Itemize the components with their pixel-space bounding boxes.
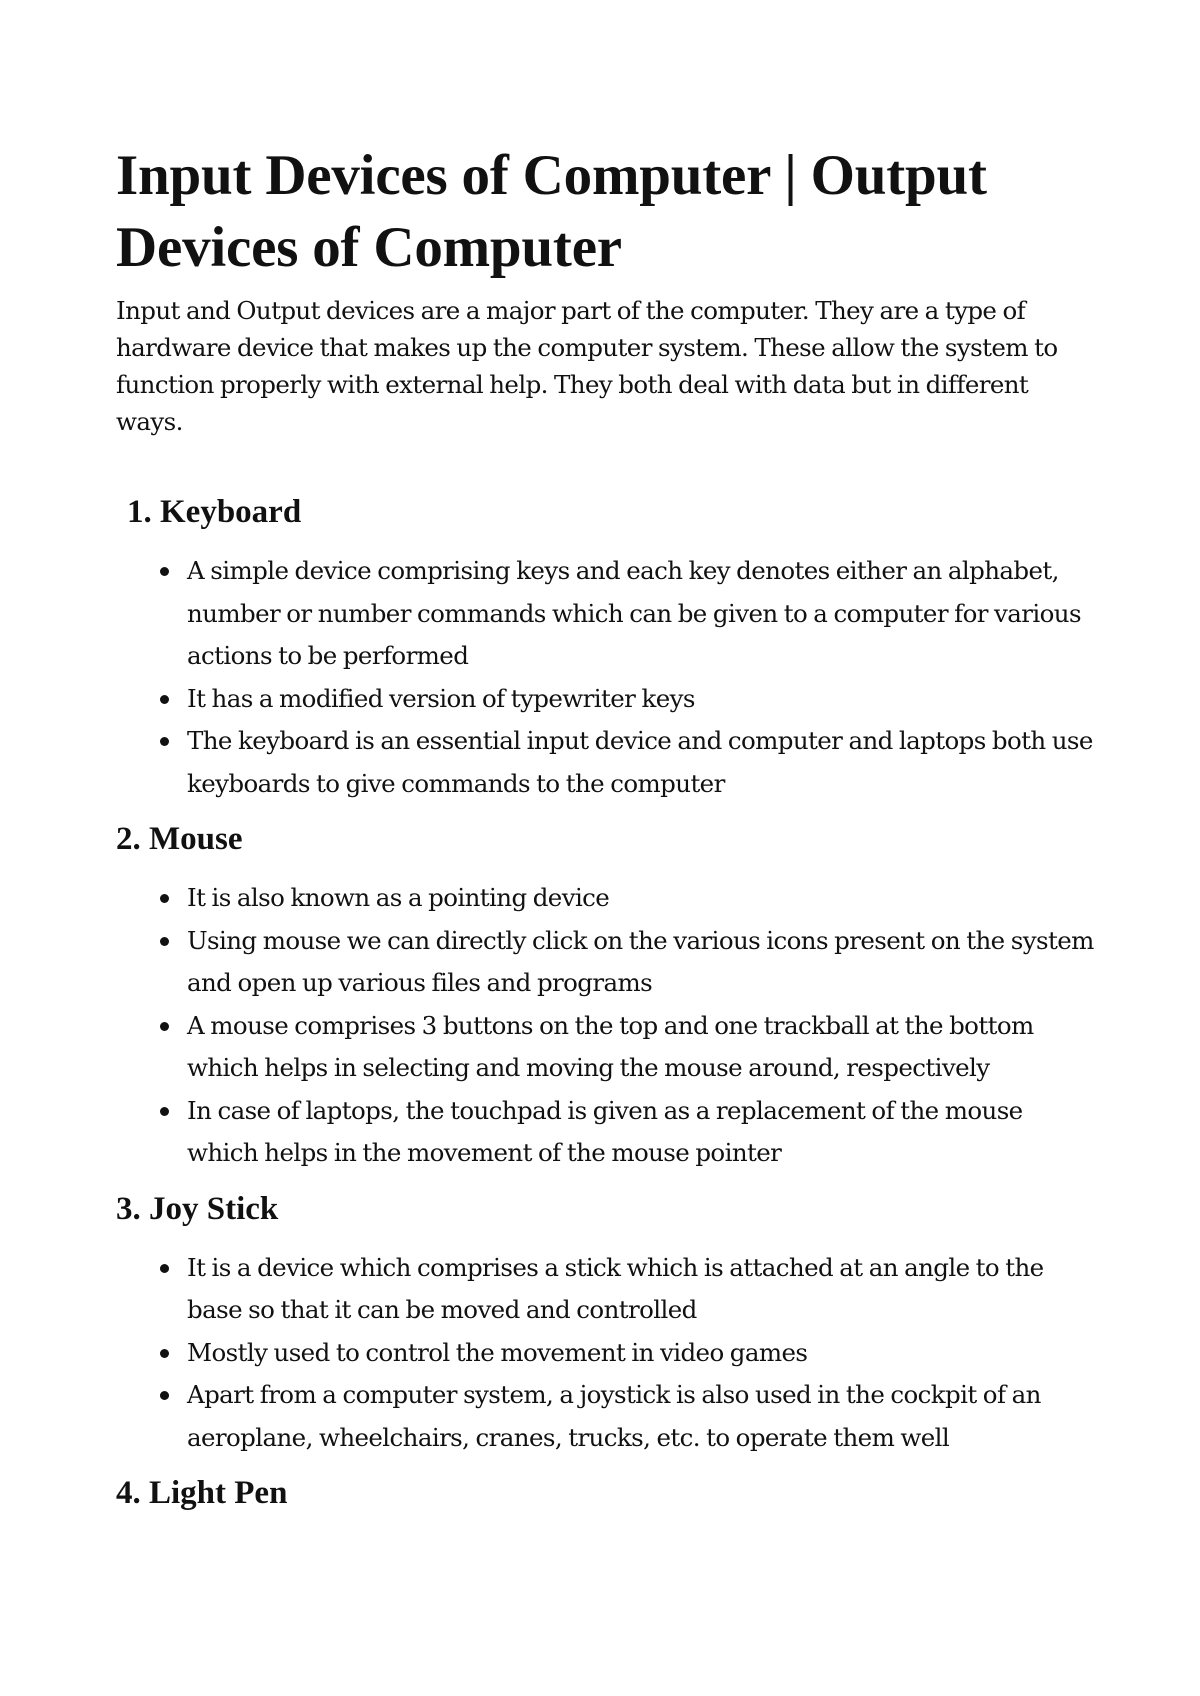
bullet-icon [160,737,169,746]
list-item-text: Using mouse we can directly click on the various icons present on the system and open up various files and programs [187,925,1094,997]
section-heading: 1. Keyboard [127,494,302,530]
page-title: Input Devices of Computer | Output Devices of Computer [116,144,987,279]
section-mouse [116,819,1096,1175]
bullet-icon [160,1391,169,1400]
bullet-icon [160,695,169,704]
list-item [116,1332,1096,1375]
section-joy-stick [116,1189,1096,1460]
list-item-text: It is also known as a pointing device [187,883,610,912]
section-keyboard [116,492,1096,805]
section-light-pen [116,1473,1096,1513]
bullet-list [116,1247,1096,1460]
bullet-list [116,550,1096,805]
bullet-icon [160,1107,169,1116]
section-heading: 3. Joy Stick [116,1190,279,1227]
list-item [116,1247,1096,1332]
bullet-icon [160,937,169,946]
bullet-icon [160,1022,169,1031]
list-item [116,877,1096,920]
bullet-icon [160,1264,169,1273]
bullet-list [116,877,1096,1175]
list-item-text: It is a device which comprises a stick which is attached at an angle to the base so that it can be moved and controlled [187,1252,1044,1324]
bullet-icon [160,894,169,903]
list-item [116,920,1096,1005]
document-page [116,140,1096,1513]
list-item [116,1090,1096,1175]
bullet-icon [160,567,169,576]
list-item [116,720,1096,805]
list-item [116,678,1096,721]
list-item-text: In case of laptops, the touchpad is given as a replacement of the mouse which helps in the movement of the mouse pointer [187,1095,1023,1167]
intro-paragraph: Input and Output devices are a major part of the computer. They are a type of hardware device that makes up the computer system. These allow the system to function properly with external help. They both deal with data but in different ways. [116,296,1058,436]
list-item-text: A mouse comprises 3 buttons on the top and one trackball at the bottom which helps in selecting and moving the mouse around, respectively [187,1010,1034,1082]
list-item [116,550,1096,678]
list-item-text: Mostly used to control the movement in video games [187,1337,808,1367]
list-item [116,1005,1096,1090]
section-heading: 4. Light Pen [116,1475,288,1511]
list-item-text: A simple device comprising keys and each key denotes either an alphabet, number or number commands which can be given to a computer for various actions to be performed [187,556,1081,670]
list-item-text: It has a modified version of typewriter keys [187,683,695,713]
list-item-text: Apart from a computer system, a joystick is also used in the cockpit of an aeroplane, wheelchairs, cranes, trucks, etc. to operate them well [187,1380,1041,1452]
list-item-text: The keyboard is an essential input device and computer and laptops both use keyboards to give commands to the computer [187,726,1093,798]
section-heading: 2. Mouse [116,821,243,857]
bullet-icon [160,1349,169,1358]
list-item [116,1374,1096,1459]
